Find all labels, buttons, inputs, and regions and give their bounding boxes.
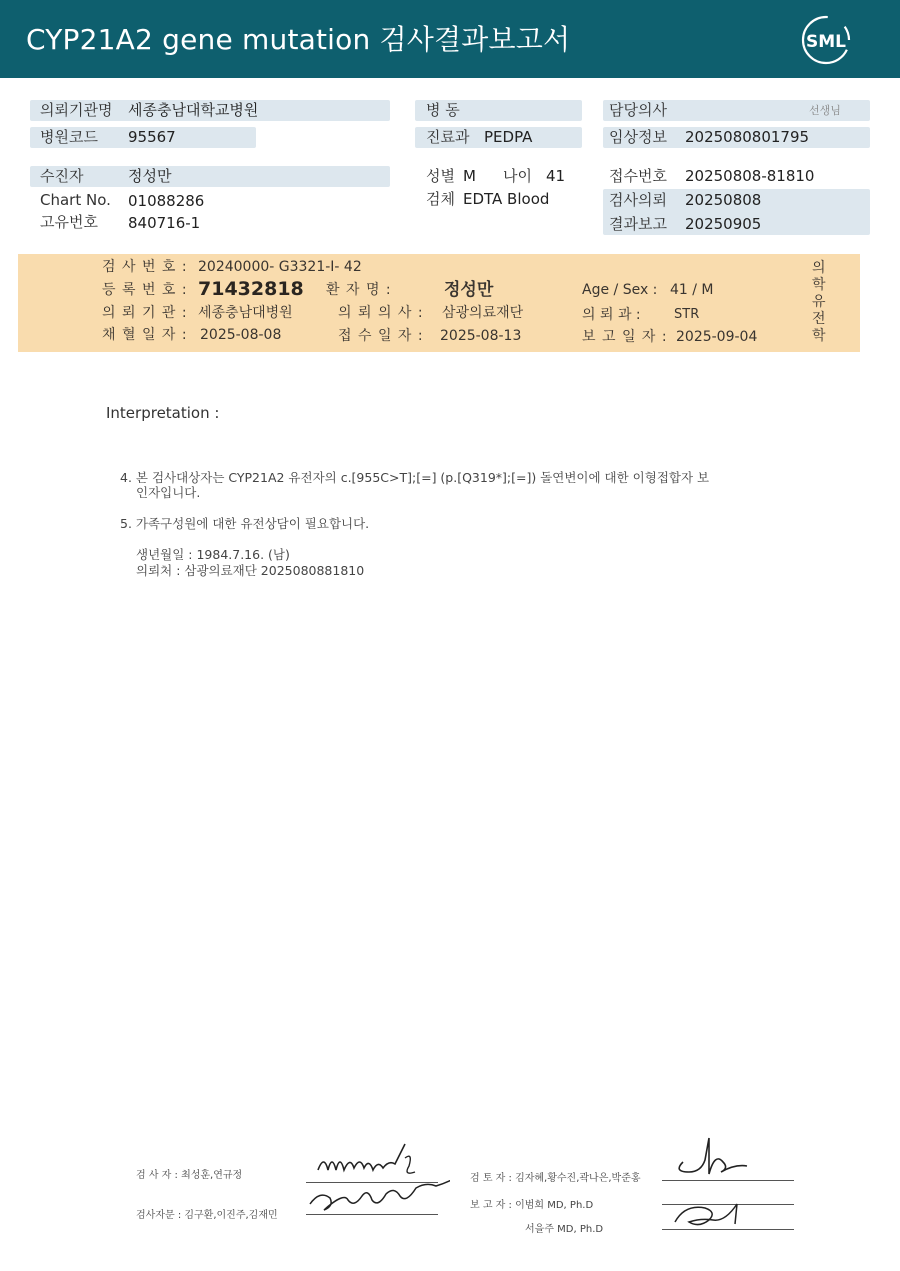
clinical-label: 임상정보	[609, 128, 667, 146]
doctor-label: 담당의사	[609, 101, 667, 119]
sex-value: M	[463, 167, 476, 185]
clinical-value: 2025080801795	[685, 128, 810, 146]
receive-label: 접 수 일 자 :	[338, 328, 424, 344]
finding-4-line2: 인자입니다.	[136, 485, 201, 500]
sex-label: 성별	[426, 167, 455, 185]
band-dept-value: STR	[674, 307, 700, 322]
interpretation-heading: Interpretation :	[106, 404, 220, 422]
report-title: CYP21A2 gene mutation 검사결과보고서	[26, 23, 571, 56]
advisor-line: 검사자문 : 김구환,이진주,김재민	[136, 1210, 278, 1221]
birth-date: 생년월일 : 1984.7.16. (남)	[136, 547, 290, 562]
collect-label: 채 혈 일 자 :	[102, 327, 188, 343]
age-value: 41	[546, 167, 566, 185]
scanned-report-band	[18, 254, 860, 352]
handwritten-signature-testers	[300, 1138, 450, 1228]
test-no-value: 20240000- G3321-I- 42	[198, 259, 362, 275]
band-report-value: 2025-09-04	[676, 329, 758, 345]
dept-value: PEDPA	[484, 128, 533, 146]
reg-no-value: 71432818	[198, 278, 304, 300]
finding-4-line1: 4. 본 검사대상자는 CYP21A2 유전자의 c.[955C>T];[=] (p.[Q319*];[=]) 돌연변이에 대한 이형접합자 보	[120, 470, 710, 485]
specimen-label: 검체	[426, 190, 455, 208]
handwritten-signature-reviewers	[655, 1126, 765, 1238]
ward-label: 병 동	[426, 101, 460, 119]
dept-label: 진료과	[426, 128, 470, 146]
logo-text: SML	[806, 32, 846, 52]
institution-value: 세종충남대학교병원	[128, 101, 259, 119]
finding-5: 5. 가족구성원에 대한 유전상담이 필요합니다.	[120, 516, 370, 531]
chart-label: Chart No.	[40, 191, 111, 209]
receive-value: 2025-08-13	[440, 328, 522, 344]
band-patient-value: 정성만	[444, 280, 494, 300]
institution-label: 의뢰기관명	[40, 101, 113, 119]
reviewer-line: 검 토 자 : 김자혜,황수진,곽나은,박준홍	[470, 1173, 641, 1184]
test-no-label: 검 사 번 호 :	[102, 259, 188, 275]
patient-row	[30, 166, 390, 187]
reporter2-line: 서을주 MD, Ph.D	[525, 1224, 604, 1235]
agesex-label: Age / Sex :	[582, 282, 658, 298]
report-value: 20250905	[685, 215, 762, 233]
tester-line: 검 사 자 : 최성훈,연규정	[136, 1170, 243, 1181]
agesex-value: 41 / M	[670, 282, 714, 298]
receipt-label: 접수번호	[609, 167, 667, 185]
inst-value: 세종충남대병원	[198, 305, 293, 321]
chart-value: 01088286	[128, 192, 205, 210]
department-vertical-text: 의학유전학	[812, 260, 826, 344]
specimen-value: EDTA Blood	[463, 190, 550, 208]
referral-info: 의뢰처 : 삼광의료재단 2025080881810	[136, 563, 365, 578]
receipt-value: 20250808-81810	[685, 167, 815, 185]
request-label: 검사의뢰	[609, 191, 667, 209]
request-value: 20250808	[685, 191, 762, 209]
band-report-label: 보 고 일 자 :	[582, 329, 668, 345]
reg-no-label: 등 록 번 호 :	[102, 282, 188, 298]
reporter-line: 보 고 자 : 이범희 MD, Ph.D	[470, 1200, 594, 1211]
patient-value: 정성만	[128, 167, 172, 185]
report-header	[0, 0, 900, 78]
band-dept-label: 의 뢰 과 :	[582, 307, 641, 323]
hospital-code-value: 95567	[128, 128, 176, 146]
collect-value: 2025-08-08	[200, 327, 282, 343]
band-doc-label: 의 뢰 의 사 :	[338, 305, 424, 321]
age-label: 나이	[503, 167, 532, 185]
inst-label: 의 뢰 기 관 :	[102, 305, 188, 321]
doctor-suffix: 선생님	[809, 104, 841, 117]
id-value: 840716-1	[128, 214, 201, 232]
band-doc-value: 삼광의료재단	[442, 305, 524, 321]
id-label: 고유번호	[40, 213, 98, 231]
sml-logo	[800, 14, 852, 66]
hospital-code-label: 병원코드	[40, 128, 98, 146]
band-patient-label: 환 자 명 :	[326, 282, 392, 298]
report-label: 결과보고	[609, 215, 667, 233]
patient-label: 수진자	[40, 167, 84, 185]
